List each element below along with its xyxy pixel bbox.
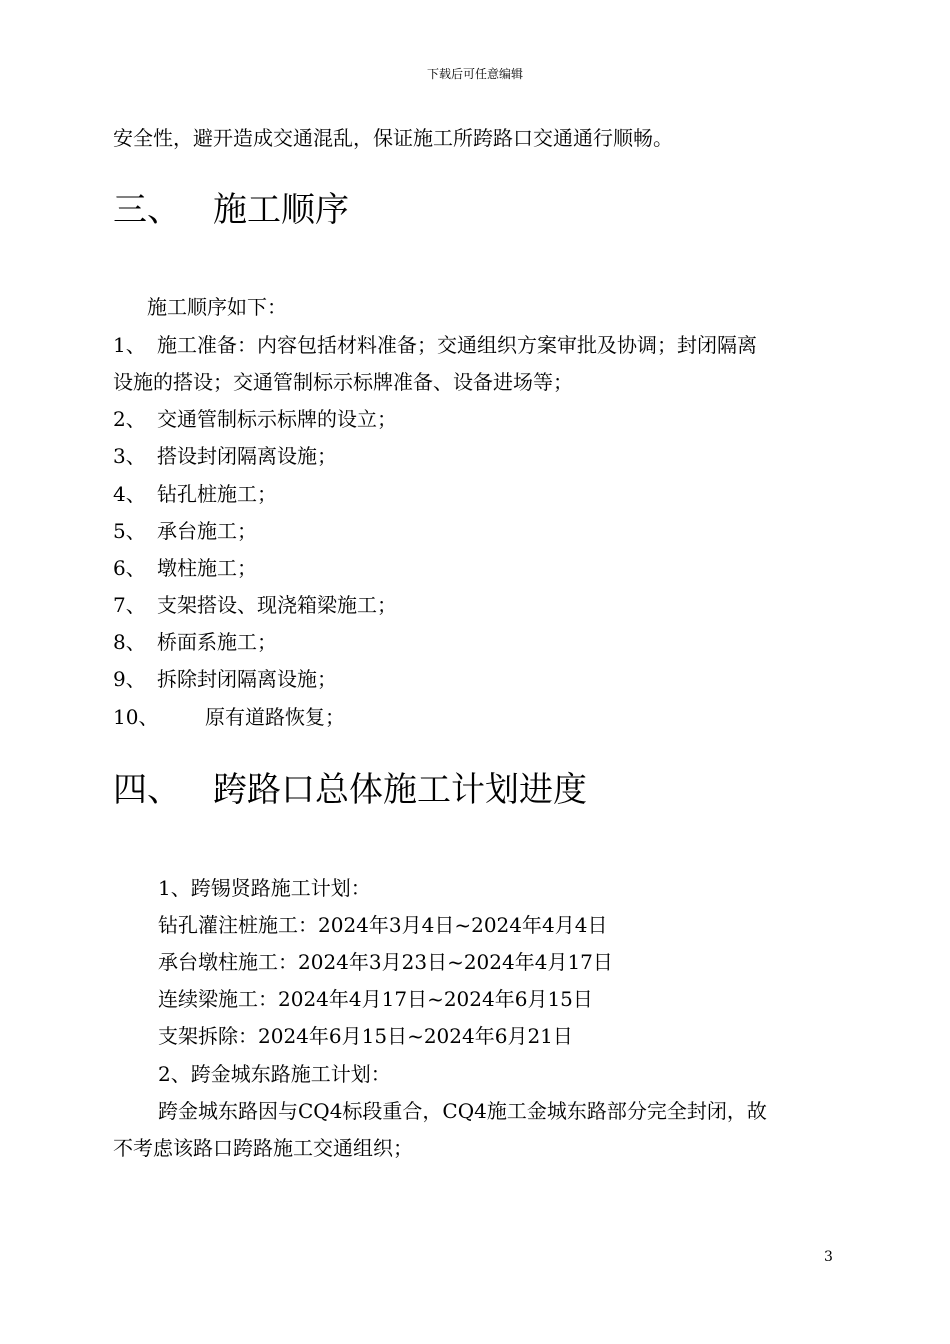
paragraph-intro-tail: 安全性，避开造成交通混乱，保证施工所跨路口交通通行顺畅。: [113, 126, 673, 150]
list-item: [113, 331, 757, 359]
list-item-text: 交通管制标示标牌的设立；: [157, 407, 397, 431]
section-heading-4: [113, 768, 587, 812]
plan-1-line: 钻孔灌注桩施工：2024年3月4日~2024年4月4日: [158, 913, 608, 937]
section-number: 三、: [113, 190, 181, 230]
page-header: 下载后可任意编辑: [426, 67, 523, 81]
list-item: [113, 591, 397, 619]
list-item-text: 桥面系施工；: [157, 630, 277, 654]
plan-2-text: 跨金城东路因与CQ4标段重合，CQ4施工金城东路部分完全封闭，故: [158, 1099, 767, 1123]
list-item-number: 8、: [113, 630, 146, 654]
list-item: [113, 703, 345, 731]
list-item-continuation: 设施的搭设；交通管制标示标牌准备、设备进场等；: [113, 370, 573, 394]
list-item: [113, 480, 277, 508]
list-item: [113, 442, 337, 470]
plan-1-line: 连续梁施工：2024年4月17日~2024年6月15日: [158, 987, 593, 1011]
list-item-number: 7、: [113, 593, 146, 617]
list-item-number: 6、: [113, 556, 146, 580]
plan-2-continuation: 不考虑该路口跨路施工交通组织；: [113, 1136, 413, 1160]
list-item-text: 原有道路恢复；: [205, 705, 345, 729]
list-item-number: 10、: [113, 705, 159, 729]
plan-1-title: 1、跨锡贤路施工计划：: [158, 876, 371, 900]
list-item-text: 钻孔桩施工；: [157, 482, 277, 506]
section-title: 跨路口总体施工计划进度: [213, 770, 587, 810]
list-item: [113, 554, 257, 582]
list-item-number: 4、: [113, 482, 146, 506]
list-item-number: 5、: [113, 519, 146, 543]
plan-1-line: 承台墩柱施工：2024年3月23日~2024年4月17日: [158, 950, 613, 974]
plan-1-line: 支架拆除：2024年6月15日~2024年6月21日: [158, 1024, 573, 1048]
list-item: [113, 405, 397, 433]
list-item-text: 搭设封闭隔离设施；: [157, 444, 337, 468]
section-number: 四、: [113, 770, 181, 810]
section-heading-3: [113, 188, 349, 232]
list-item: [113, 628, 277, 656]
list-item: [113, 665, 337, 693]
list-item-number: 1、: [113, 333, 146, 357]
list-item: [113, 517, 257, 545]
list-item-number: 2、: [113, 407, 146, 431]
section-lead: 施工顺序如下：: [147, 295, 287, 319]
plan-2-title: 2、跨金城东路施工计划：: [158, 1062, 391, 1086]
list-item-text: 支架搭设、现浇箱梁施工；: [157, 593, 397, 617]
list-item-text: 承台施工；: [157, 519, 257, 543]
page-number: 3: [824, 1249, 833, 1265]
list-item-text: 施工准备：内容包括材料准备；交通组织方案审批及协调；封闭隔离: [157, 333, 757, 357]
section-title: 施工顺序: [213, 190, 349, 230]
list-item-text: 拆除封闭隔离设施；: [157, 667, 337, 691]
list-item-text: 墩柱施工；: [157, 556, 257, 580]
list-item-number: 3、: [113, 444, 146, 468]
list-item-number: 9、: [113, 667, 146, 691]
